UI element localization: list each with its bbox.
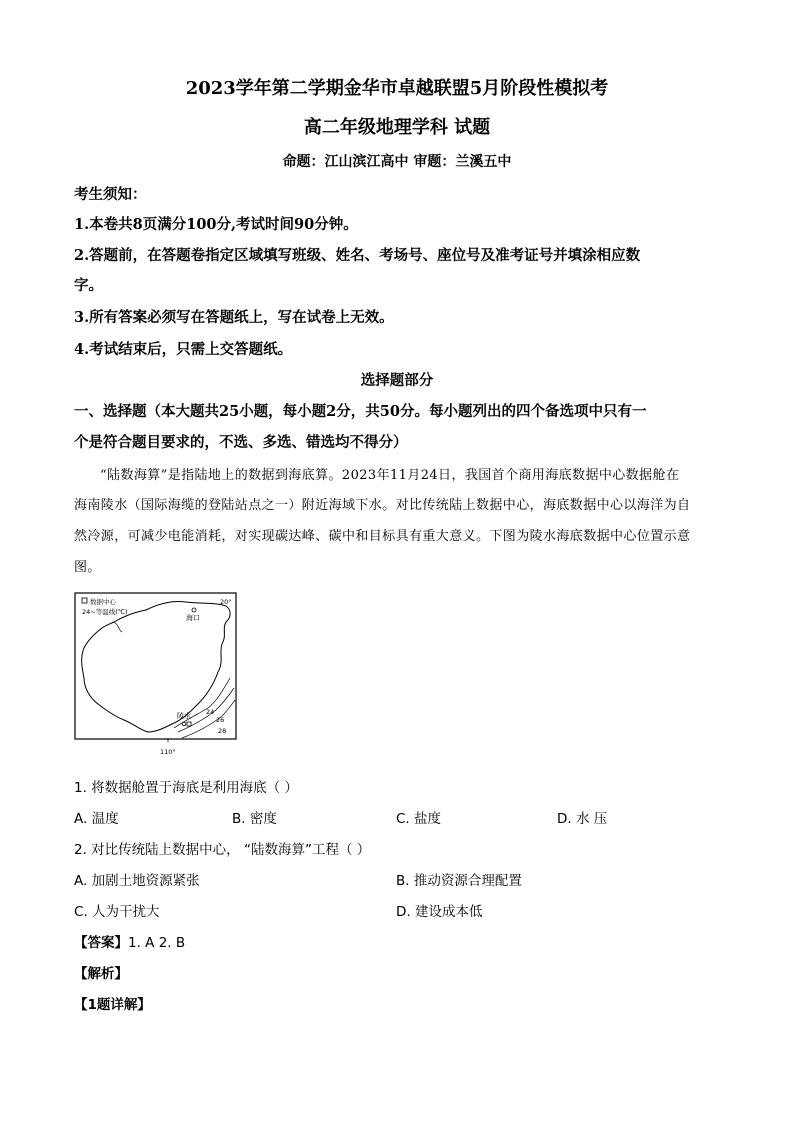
notice-item-4: 4.考试结束后，只需上交答题纸。 [74,341,293,358]
lingshui-location-map [74,592,240,756]
q1-option-c[interactable]: C. 盐度 [396,811,442,827]
legend-center-label: 数据中心 [90,598,116,606]
question-2-stem: 2. 对比传统陆上数据中心， “陆数海算”工程（ ） [74,842,371,858]
lingshui-label: 陵水 [177,712,191,720]
section-heading-line2: 个是符合题目要求的，不选、多选、错选均不得分） [74,434,408,451]
question-1-stem: 1. 将数据舱置于海底是利用海底（ ） [74,780,298,796]
answer-row [74,931,185,951]
exam-authors: 命题：江山滨江高中 审题：兰溪五中 [282,154,512,170]
notice-heading: 考生须知： [74,186,147,203]
iso-24-label: 24 [206,708,215,716]
passage-line-4: 图。 [74,560,101,575]
lingshui-marker-icon [182,722,186,726]
lat-label: 20° [220,598,232,606]
exam-title: 2023学年第二学期金华市卓越联盟5月阶段性模拟考 [185,78,609,99]
notice-item-3: 3.所有答案必须写在答题纸上，写在试卷上无效。 [74,309,394,326]
iso-26-label: 26 [216,716,225,724]
detail-label: 【1题详解】 [74,997,151,1013]
answer-text: 1. A 2. B [128,935,186,951]
section-heading-line1: 一、选择题（本大题共25小题，每小题2分，共50分。每小题列出的四个备选项中只有一 [74,403,647,420]
q1-option-b[interactable]: B. 密度 [232,811,277,827]
q1-option-a[interactable]: A. 温度 [74,811,119,827]
part-title: 选择题部分 [360,372,434,389]
legend-isotherm-label: 24~等温线(℃) [82,608,128,616]
datacenter-marker-icon [187,722,191,726]
notice-item-1: 1.本卷共8页满分100分,考试时间90分钟。 [74,216,358,233]
haikou-label: 海口 [186,614,200,622]
q2-option-a[interactable]: A. 加剧土地资源紧张 [74,873,200,889]
q2-option-d[interactable]: D. 建设成本低 [396,904,483,920]
analysis-label: 【解析】 [74,966,128,982]
map-svg [74,592,240,756]
q1-option-d[interactable]: D. 水 压 [557,811,608,827]
passage-line-2: 海南陵水（国际海缆的登陆站点之一）附近海域下水。对比传统陆上数据中心，海底数据中心以海洋为自 [74,498,691,513]
notice-item-2: 2.答题前，在答题卷指定区域填写班级、姓名、考场号、座位号及准考证号并填涂相应数 [74,247,641,264]
answer-label: 【答案】 [74,935,128,951]
q2-option-b[interactable]: B. 推动资源合理配置 [396,873,522,889]
haikou-marker-icon [192,608,196,612]
lon-label: 110° [160,748,176,756]
iso-28-label: 28 [218,727,227,735]
exam-subtitle: 高二年级地理学科 试题 [303,117,491,138]
q2-option-c[interactable]: C. 人为干扰大 [74,904,160,920]
notice-item-2-cont: 字。 [74,277,103,294]
legend-box-icon [82,598,87,603]
passage-line-1: “陆数海算”是指陆地上的数据到海底算。2023年11月24日，我国首个商用海底数据中心数据舱在 [100,468,680,483]
passage-line-3: 然冷源，可减少电能消耗，对实现碳达峰、碳中和目标具有重大意义。下图为陵水海底数据中心位置示意 [74,529,691,544]
